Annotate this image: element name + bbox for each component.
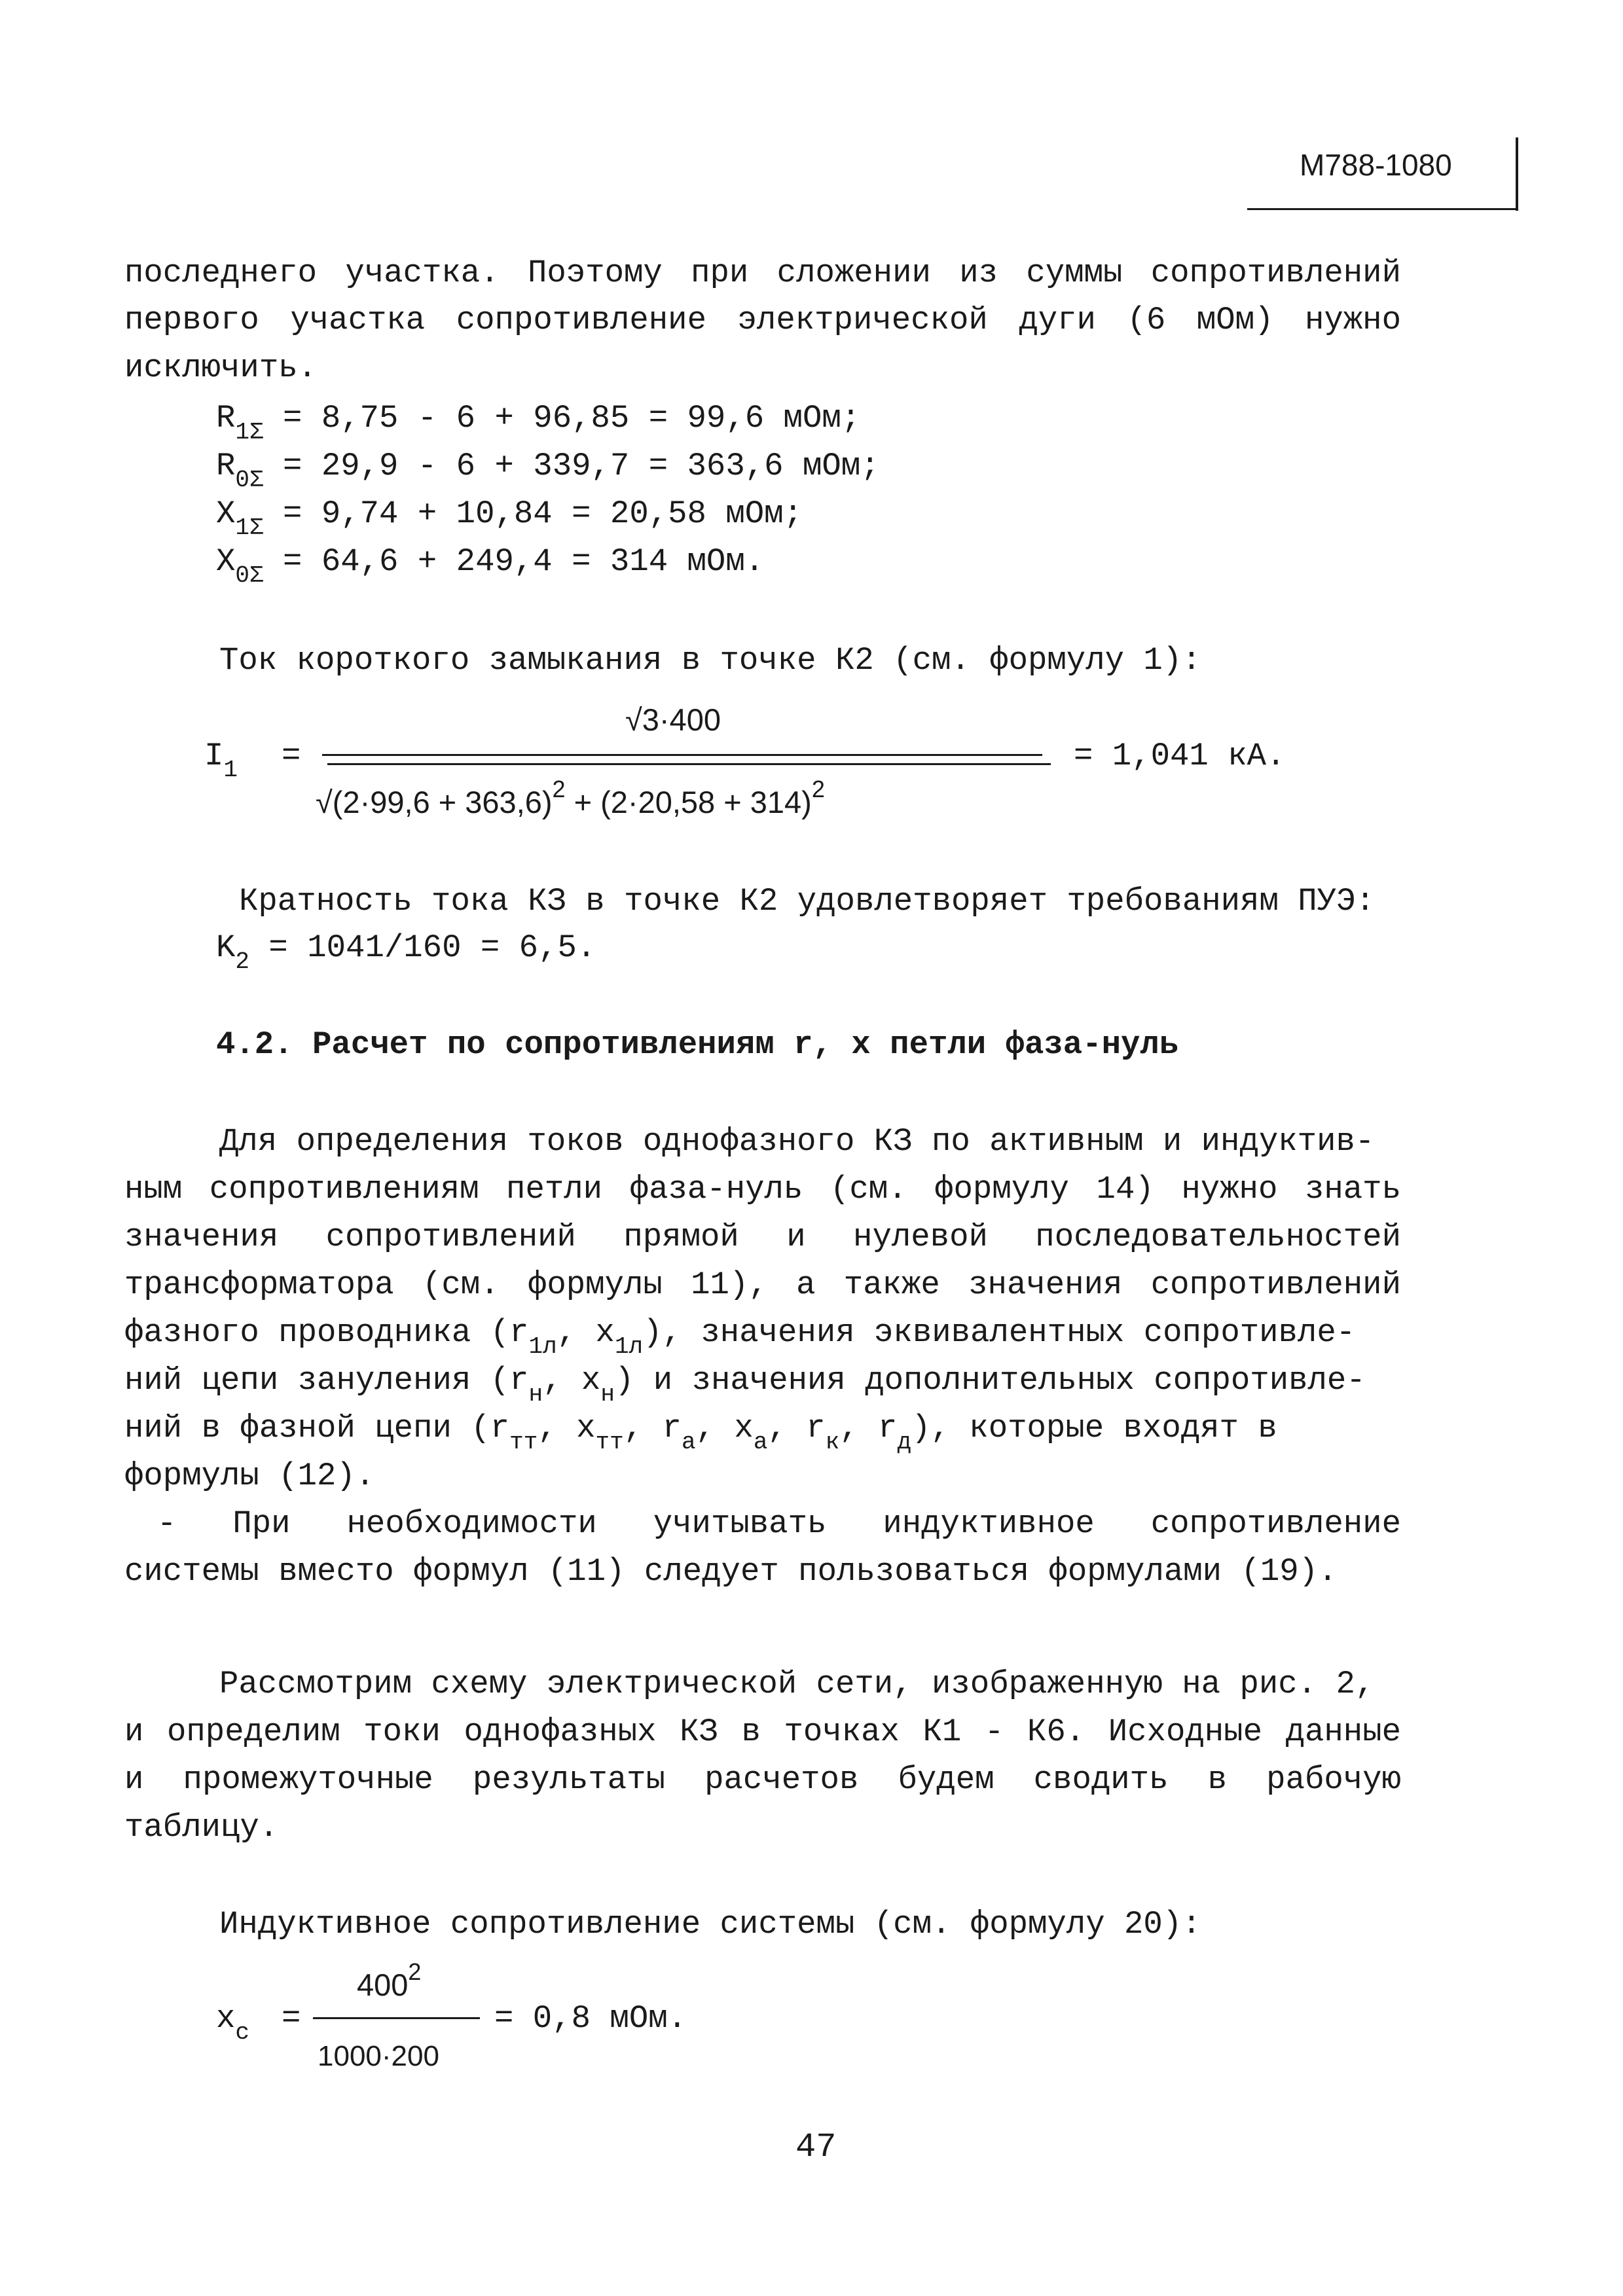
document-code: М788-1080 xyxy=(1300,148,1452,182)
intro-line-1: последнего участка. Поэтому при сложении из суммы сопротивлений xyxy=(124,255,1401,291)
scheme-line-2: и определим токи однофазных КЗ в точках К1 - К6. Исходные данные xyxy=(124,1713,1401,1750)
formula-r1-total: $R_{1\Sigma} = 8,75 - 6 + 96,85 = 99,6$ мОм; xyxy=(216,400,861,446)
xc-fraction-bar xyxy=(313,2017,480,2019)
k2-formula-numerator: √3·400 xyxy=(625,702,721,737)
k2-current-heading: Ток короткого замыкания в точке К2 (см. формулу 1): xyxy=(219,642,1201,679)
method-line-1: Для определения токов однофазного КЗ по активным и индуктив- xyxy=(219,1123,1375,1160)
system-inductance-heading: Индуктивное сопротивление системы (см. формулу 20): xyxy=(219,1906,1201,1943)
k2-formula-equals: = xyxy=(282,738,301,774)
scheme-line-4: таблицу. xyxy=(124,1809,279,1846)
xc-formula-denominator: 1000·200 xyxy=(318,2040,439,2072)
page-number: 47 xyxy=(795,2128,837,2166)
multiplicity-text: Кратность тока КЗ в точке К2 удовлетворяет требованиям ПУЭ: xyxy=(239,883,1375,920)
k2-formula-lhs: $I_1$ xyxy=(204,738,238,783)
method-line-7: ний в фазной цепи ($r_{тт}$, $x_{тт}$, $r_а$, $x_а$, $r_к$, $r_д$), которые входят в xyxy=(124,1410,1277,1456)
k2-formula-denominator: $√(2\cdot 99,6 + 363,6)^2 + (2\cdot 20,58 + 314)^2$ xyxy=(316,776,825,819)
formula-x0-total: $X_{0\Sigma} = 64,6 + 249,4 = 314$ мОм. xyxy=(216,543,765,589)
method-line-2: ным сопротивлениям петли фаза-нуль (см. формулу 14) нужно знать xyxy=(124,1171,1401,1208)
method-line-10: системы вместо формул (11) следует пользоваться формулами (19). xyxy=(124,1553,1338,1590)
formula-x1-total: $X_{1\Sigma} = 9,74 + 10,84 = 20,58$ мОм; xyxy=(216,495,803,541)
multiplicity-formula: $K_2 = 1041/160 = 6,5$. xyxy=(216,929,596,975)
k2-formula-result: = 1,041 кА. xyxy=(1074,738,1286,774)
method-line-4: трансформатора (см. формулы 11), а также значения сопротивлений xyxy=(124,1266,1401,1303)
header-vertical-rule xyxy=(1516,137,1518,211)
scheme-line-3: и промежуточные результаты расчетов будем сводить в рабочую xyxy=(124,1761,1401,1798)
method-line-8: формулы (12). xyxy=(124,1458,375,1494)
intro-line-3: исключить. xyxy=(124,350,318,386)
method-line-3: значения сопротивлений прямой и нулевой последовательностей xyxy=(124,1219,1401,1255)
header-horizontal-rule xyxy=(1247,208,1518,210)
xc-formula-result: = 0,8 мОм. xyxy=(494,2000,687,2037)
scheme-line-1: Рассмотрим схему электрической сети, изображенную на рис. 2, xyxy=(219,1666,1375,1702)
xc-formula-equals: = xyxy=(282,2000,301,2037)
xc-formula-lhs: $x_c$ xyxy=(216,2000,250,2046)
formula-r0-total: $R_{0\Sigma} = 29,9 - 6 + 339,7 = 363,6$ мОм; xyxy=(216,448,880,493)
xc-formula-numerator: $400^2$ xyxy=(357,1958,422,2002)
method-line-5: фазного проводника ($r_{1л}$, $x_{1л}$), значения эквивалентных сопротивле- xyxy=(124,1314,1356,1360)
section-4-2-title: 4.2. Расчет по сопротивлениям r, x петли фаза-нуль xyxy=(216,1026,1179,1063)
method-line-9: - При необходимости учитывать индуктивное сопротивление xyxy=(157,1505,1401,1542)
k2-fraction-bar xyxy=(322,754,1042,756)
k2-radical-overline xyxy=(327,763,1051,765)
method-line-6: ний цепи зануления ($r_н$, $x_н$) и значения дополнительных сопротивле- xyxy=(124,1362,1366,1408)
intro-line-2: первого участка сопротивление электрической дуги (6 мОм) нужно xyxy=(124,302,1401,338)
